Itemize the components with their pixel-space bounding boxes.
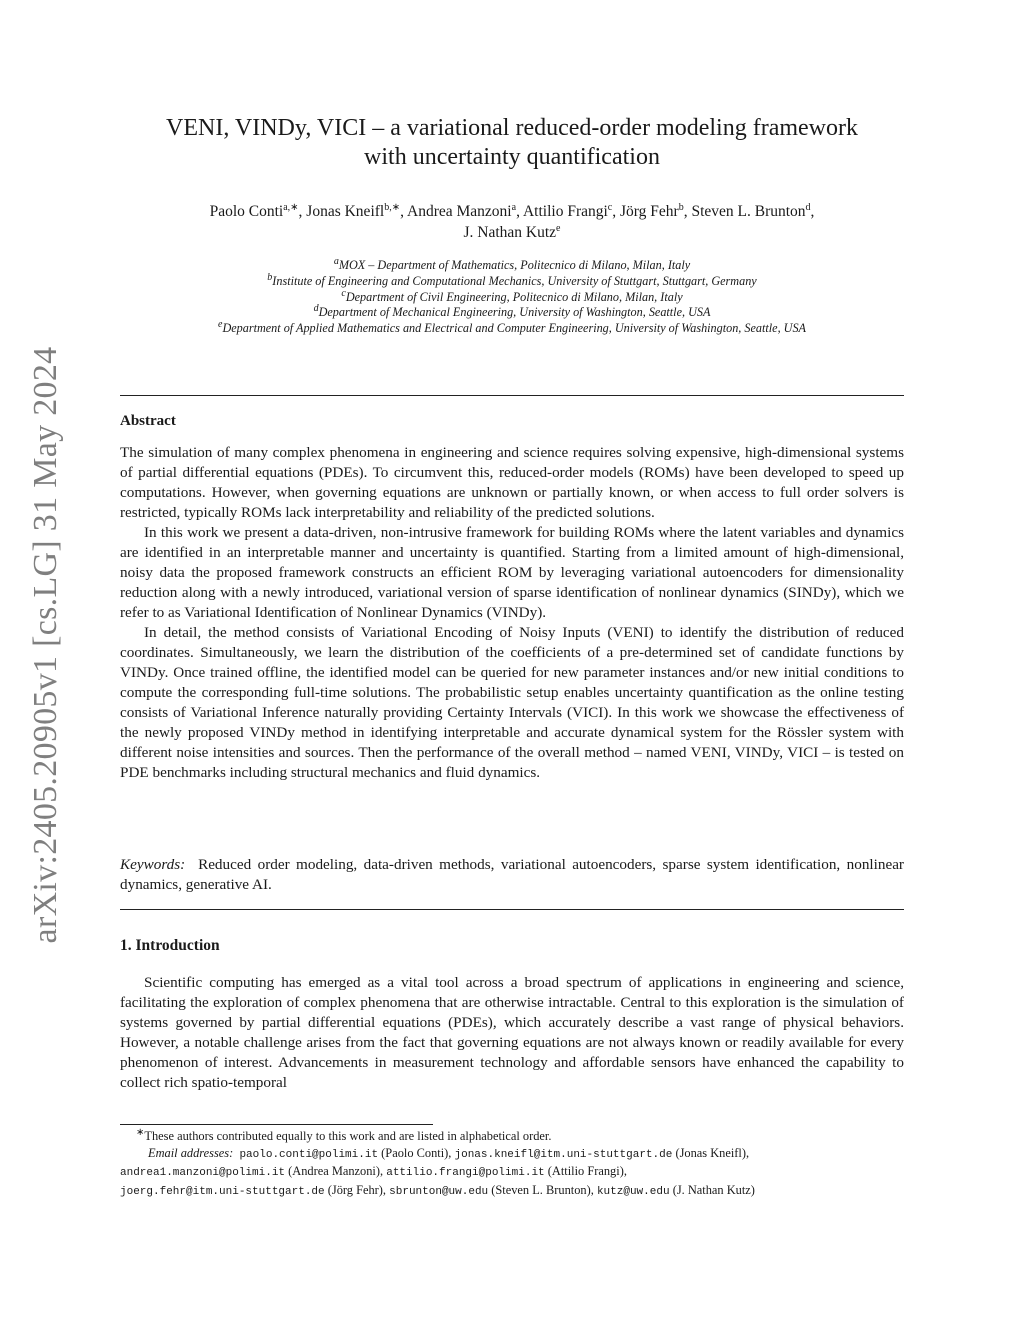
affiliation-list	[100, 255, 924, 337]
title-line-2: with uncertainty quantification	[364, 144, 660, 170]
author-name: Steven L. Brunton	[691, 203, 806, 220]
author-mark: e	[556, 222, 561, 234]
author-name: J. Nathan Kutz	[463, 224, 557, 241]
email-label: Email addresses:	[148, 1145, 234, 1160]
author-mark: a	[511, 201, 517, 213]
email-link[interactable]: jonas.kneifl@itm.uni-stuttgart.de	[454, 1148, 673, 1161]
footnote-emails-line-2: andrea1.manzoni@polimi.it (Andrea Manzoni), attilio.frangi@polimi.it (Attilio Frangi),	[120, 1164, 627, 1179]
author-line-2	[120, 222, 904, 243]
abstract-body	[120, 443, 904, 783]
abstract-top-rule	[120, 395, 904, 396]
author-name: Jörg Fehr	[620, 203, 679, 220]
email-link[interactable]: andrea1.manzoni@polimi.it	[120, 1167, 286, 1179]
abstract-heading: Abstract	[120, 413, 176, 429]
paper-title	[120, 114, 904, 172]
affiliation: $^c$Department of Civil Engineering, Politecnico di Milano, Milan, Italy	[341, 287, 683, 304]
author-name: Jonas Kneifl	[306, 203, 385, 220]
section-heading: 1. Introduction	[120, 937, 220, 954]
abstract-bottom-rule	[120, 909, 904, 910]
keywords-label: Keywords:	[120, 856, 186, 873]
keywords	[120, 855, 904, 895]
intro-paragraph: Scientific computing has emerged as a vital tool across a broad spectrum of applications in engineering and science, facilitating the exploration of complex phenomena that are otherwise intractable. Central to this exploration is the simulation of systems governed by partial differential equations (PDEs), which accurately describe a vast range of physical behaviors. However, a notable challenge arises from the fact that governing equations are not always known or readily available for every phenomenon of interest. Advancements in measurement technology and affordable sensors have enhanced the capability to collect rich spatio-temporal	[120, 974, 904, 1091]
footnote-rule	[120, 1124, 433, 1125]
abstract-paragraph: In detail, the method consists of Variational Encoding of Noisy Inputs (VENI) to identify the distribution of reduced coordinates. Simultaneously, we learn the distribution of the coefficients of a pre-determined set of candidate functions by VINDy. Once trained offline, the identified model can be queried for new parameter instances and/or new initial conditions to compute the corresponding full-time solutions. The probabilistic setup enables uncertainty quantification as the online testing consists of Variational Inference naturally providing Certainty Intervals (VICI). In this work we showcase the effectiveness of the newly proposed VINDy method in identifying interpretable and accurate dynamical system for the Rössler system with different noise intensities and sources. Then the performance of the overall method – named VENI, VINDy, VICI – is tested on PDE benchmarks including structural mechanics and fluid dynamics.	[120, 624, 904, 781]
author-list	[120, 201, 904, 243]
author-line-1: Paolo Conti$^{a,∗}$, Jonas Kneifl$^{b,∗}$, Andrea Manzoni$^a$, Attilio Frangi$^c$, Jörg Fehr$^b$, Steven L. Brunton$^d$,	[209, 201, 815, 220]
title-line-1: VENI, VINDy, VICI – a variational reduced-order modeling framework	[166, 115, 858, 141]
footnote-emails-line-3: joerg.fehr@itm.uni-stuttgart.de (Jörg Fehr), sbrunton@uw.edu (Steven L. Brunton), kutz@uw.edu (J. Nathan Kutz)	[120, 1182, 755, 1198]
author-mark: a,∗	[283, 201, 299, 213]
author-mark: b	[678, 201, 684, 213]
keywords-text: Reduced order modeling, data-driven methods, variational autoencoders, sparse system identification, nonlinear dynamics, generative AI.	[120, 856, 904, 893]
abstract-paragraph: In this work we present a data-driven, non-intrusive framework for building ROMs where the latent variables and dynamics are identified in an interpretable manner and uncertainty is quantified. Starting from a limited amount of high-dimensional, noisy data the proposed framework constructs an efficient ROM by leveraging variational autoencoders for dimensionality reduction along with a newly introduced, variational version of sparse identification of nonlinear dynamics (SINDy), which we refer to as Variational Identification of Nonlinear Dynamics (VINDy).	[120, 524, 904, 621]
email-link[interactable]: paolo.conti@polimi.it	[239, 1148, 379, 1161]
footnote-emails-line-1: Email addresses: paolo.conti@polimi.it (Paolo Conti), jonas.kneifl@itm.uni-stuttgart.de (Jonas Kneifl),	[148, 1145, 750, 1161]
affiliation: $^d$Department of Mechanical Engineering, University of Washington, Seattle, USA	[313, 303, 711, 320]
email-link[interactable]: sbrunton@uw.edu	[389, 1185, 489, 1198]
email-link[interactable]: kutz@uw.edu	[596, 1185, 670, 1198]
author-mark: b,∗	[384, 201, 401, 213]
footnotes	[120, 1128, 904, 1200]
author-mark: d	[805, 201, 811, 213]
author-name: Paolo Conti	[209, 203, 284, 220]
arxiv-id[interactable]: arXiv:2405.20905v1 [cs.LG] 31 May 2024	[27, 346, 64, 944]
author-mark: c	[607, 201, 613, 213]
email-link[interactable]: attilio.frangi@polimi.it	[386, 1167, 545, 1179]
affiliation: $^b$Institute of Engineering and Computational Mechanics, University of Stuttgart, Stuttgart, Germany	[267, 271, 757, 288]
abstract-paragraph: The simulation of many complex phenomena in engineering and science requires solving expensive, high-dimensional systems of partial differential equations (PDEs). To circumvent this, reduced-order models (ROMs) have been developed to speed up computations. However, when governing equations are unknown or partially known, or when access to full order solvers is restricted, typically ROMs lack interpretability and reliability of the predicted solutions.	[120, 444, 904, 521]
affiliation: $^e$Department of Applied Mathematics and Electrical and Computer Engineering, University of Washington, Seattle, USA	[217, 319, 807, 336]
email-link[interactable]: joerg.fehr@itm.uni-stuttgart.de	[120, 1185, 325, 1198]
author-name: Attilio Frangi	[522, 203, 608, 220]
affiliation: $^a$MOX – Department of Mathematics, Politecnico di Milano, Milan, Italy	[333, 255, 691, 272]
footnote-equal: ∗These authors contributed equally to this work and are listed in alphabetical order.	[136, 1126, 552, 1143]
author-name: Andrea Manzoni	[407, 203, 512, 220]
introduction-body	[120, 973, 904, 1093]
